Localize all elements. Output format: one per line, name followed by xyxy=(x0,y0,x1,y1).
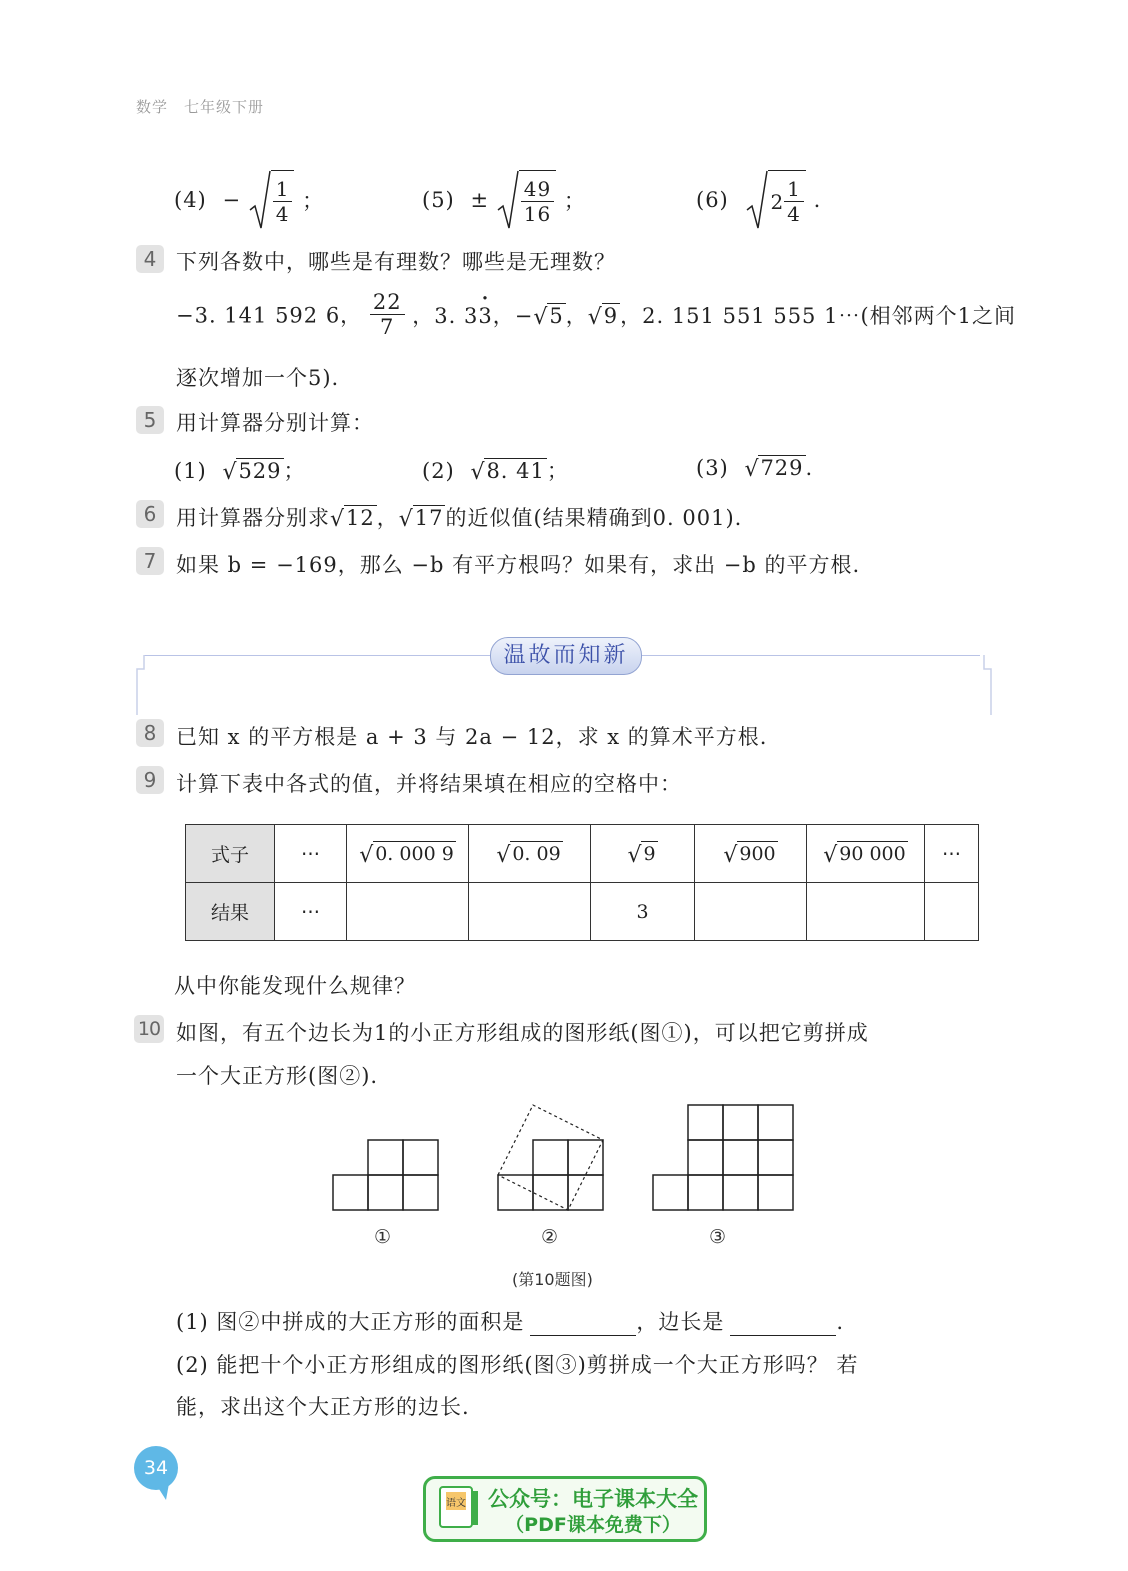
figure-2-square-outline xyxy=(498,1105,603,1210)
q5-part2-rad: 8. 41 xyxy=(486,459,545,483)
q10-figures xyxy=(320,1098,810,1218)
q4-text2: 逐次增加一个5). xyxy=(176,366,340,390)
figure-label-1: ① xyxy=(374,1226,392,1248)
q4-n4: ， xyxy=(565,303,588,328)
radical-sign-icon xyxy=(249,170,271,230)
q5-part3 xyxy=(696,455,813,480)
q5-part1-end: ； xyxy=(283,459,306,483)
item-6-sqrt xyxy=(746,170,805,230)
header-grade: 七年级下册 xyxy=(184,98,265,116)
figure-2-grid xyxy=(498,1140,603,1210)
table-cell xyxy=(469,825,591,883)
q5-part3-end: . xyxy=(805,456,814,480)
expr-cell: 0. 000 9 xyxy=(375,843,454,865)
figure-1-grid xyxy=(333,1140,438,1210)
figure-label-3: ③ xyxy=(709,1226,727,1248)
item-4-label: (4) xyxy=(174,188,207,212)
q5-text: 用计算器分别计算： xyxy=(176,411,374,435)
answer-blank-side[interactable] xyxy=(730,1315,836,1336)
item-5-num: 49 xyxy=(521,177,554,202)
expr-cell: 90 000 xyxy=(839,843,906,865)
question-number-10: 10 xyxy=(134,1015,164,1043)
result-cell xyxy=(347,883,469,941)
table-row-label: 结果 xyxy=(186,883,275,941)
q10-part1-text-c: . xyxy=(836,1310,845,1334)
q10-part1-text-b: ，边长是 xyxy=(636,1310,725,1334)
table-cell xyxy=(347,825,469,883)
table-row xyxy=(186,825,979,883)
item-5-sqrt xyxy=(497,170,556,230)
result-cell xyxy=(925,883,979,941)
q10-text1: 如图，有五个边长为1的小正方形组成的图形纸(图①)，可以把它剪拼成 xyxy=(176,1021,869,1045)
q6-pre: 用计算器分别求 xyxy=(176,506,330,530)
expr-cell: 0. 09 xyxy=(512,843,561,865)
table-ellipsis: ⋯ xyxy=(925,825,979,883)
item-4-sqrt xyxy=(249,170,295,230)
q6-sqrt17: 17 xyxy=(414,506,444,530)
q8-text: 已知 x 的平方根是 a + 3 与 2a − 12，求 x 的算术平方根. xyxy=(176,725,768,749)
item-6 xyxy=(696,170,821,230)
figure-3-grid xyxy=(653,1105,793,1210)
table-ellipsis: ⋯ xyxy=(275,825,347,883)
question-number-8: 8 xyxy=(136,719,164,747)
q5-part1 xyxy=(174,455,306,485)
item-5 xyxy=(422,170,586,230)
item-5-den: 16 xyxy=(523,202,552,226)
q4-text: 下列各数中，哪些是有理数？哪些是无理数？ xyxy=(176,250,616,274)
result-cell: 3 xyxy=(591,883,695,941)
expr-cell: 9 xyxy=(643,843,656,865)
q5-part3-rad: 729 xyxy=(760,456,804,480)
q6-post: 的近似值(结果精确到0. 001). xyxy=(445,506,743,530)
q5-part2-label: (2) xyxy=(422,459,455,483)
q6-sqrt12: 12 xyxy=(346,506,375,530)
q10-part2-line1: (2) 能把十个小正方形组成的图形纸(图③)剪拼成一个大正方形吗？ 若 xyxy=(176,1353,859,1377)
promo-watermark xyxy=(423,1476,707,1542)
table-cell xyxy=(695,825,807,883)
q4-n3: ，− xyxy=(492,303,534,328)
q10-part1-text-a: (1) 图②中拼成的大正方形的面积是 xyxy=(176,1310,525,1334)
running-header xyxy=(136,96,264,117)
item-5-label: (5) xyxy=(422,188,455,212)
item-6-num: 1 xyxy=(784,177,804,202)
result-cell xyxy=(469,883,591,941)
q10-part1 xyxy=(176,1306,844,1336)
result-cell xyxy=(695,883,807,941)
item-4 xyxy=(174,170,324,230)
table-ellipsis: ⋯ xyxy=(275,883,347,941)
q4-frac-den: 7 xyxy=(380,315,395,339)
q4-frac-num: 22 xyxy=(370,290,405,315)
question-number-9: 9 xyxy=(136,766,164,794)
expr-cell: 900 xyxy=(739,843,776,865)
radical-sign-icon xyxy=(746,170,768,230)
item-4-end: ； xyxy=(302,189,325,213)
question-number-4: 4 xyxy=(136,245,164,273)
q4-numbers xyxy=(176,290,1016,339)
result-cell xyxy=(807,883,925,941)
q7-text: 如果 b = −169，那么 −b 有平方根吗？如果有，求出 −b 的平方根. xyxy=(176,553,861,577)
promo-line-1: 公众号：电子课本大全 xyxy=(488,1487,698,1511)
item-5-end: ； xyxy=(563,189,586,213)
q9-text: 计算下表中各式的值，并将结果填在相应的空格中： xyxy=(176,772,682,796)
table-row xyxy=(186,883,979,941)
table-cell xyxy=(807,825,925,883)
question-number-5: 5 xyxy=(136,406,164,434)
item-6-end: . xyxy=(813,188,822,212)
question-number-7: 7 xyxy=(136,547,164,575)
figure-caption: (第10题图) xyxy=(512,1270,593,1289)
q9-follow-up: 从中你能发现什么规律？ xyxy=(174,974,416,998)
q9-table xyxy=(185,824,979,941)
q5-part2-end: ； xyxy=(546,459,569,483)
q4-n2: ，3. 3 xyxy=(412,303,479,328)
radical-sign-icon xyxy=(497,170,519,230)
item-6-den: 4 xyxy=(787,202,801,226)
figure-label-2: ② xyxy=(541,1226,559,1248)
q4-n5: ，2. 151 551 555 1⋯(相邻两个1之间 xyxy=(620,303,1017,328)
q10-part2-line2: 能，求出这个大正方形的边长. xyxy=(176,1395,470,1419)
promo-line-2: （PDF课本免费下） xyxy=(505,1514,681,1536)
q4-repeating-digit: 3 · xyxy=(478,304,492,328)
q6-text xyxy=(176,502,742,532)
page-number: 34 xyxy=(134,1446,178,1490)
q10-text2: 一个大正方形(图②). xyxy=(176,1064,379,1088)
item-5-sign: ± xyxy=(470,188,490,212)
item-4-den: 4 xyxy=(275,202,290,226)
item-4-sign: − xyxy=(222,188,242,212)
q4-n1: −3. 141 592 6， xyxy=(176,303,363,328)
answer-blank-area[interactable] xyxy=(530,1315,636,1336)
question-number-6: 6 xyxy=(136,500,164,528)
section-banner-title: 温故而知新 xyxy=(490,637,642,675)
q4-sqrt5: 5 xyxy=(549,303,564,328)
q5-part3-label: (3) xyxy=(696,456,729,480)
logo-lettering: 语文 xyxy=(446,1498,466,1509)
header-subject: 数学 xyxy=(136,98,169,116)
q4-sqrt9: 9 xyxy=(603,303,619,328)
q6-mid: ， xyxy=(376,506,399,530)
item-6-label: (6) xyxy=(696,188,729,212)
q5-part1-label: (1) xyxy=(174,459,207,483)
table-cell xyxy=(591,825,695,883)
book-logo-icon xyxy=(438,1485,482,1531)
item-6-whole: 2 xyxy=(770,189,785,214)
table-row-label: 式子 xyxy=(186,825,275,883)
q5-part1-rad: 529 xyxy=(238,459,282,483)
q5-part2 xyxy=(422,455,569,485)
item-4-num: 1 xyxy=(273,177,293,202)
